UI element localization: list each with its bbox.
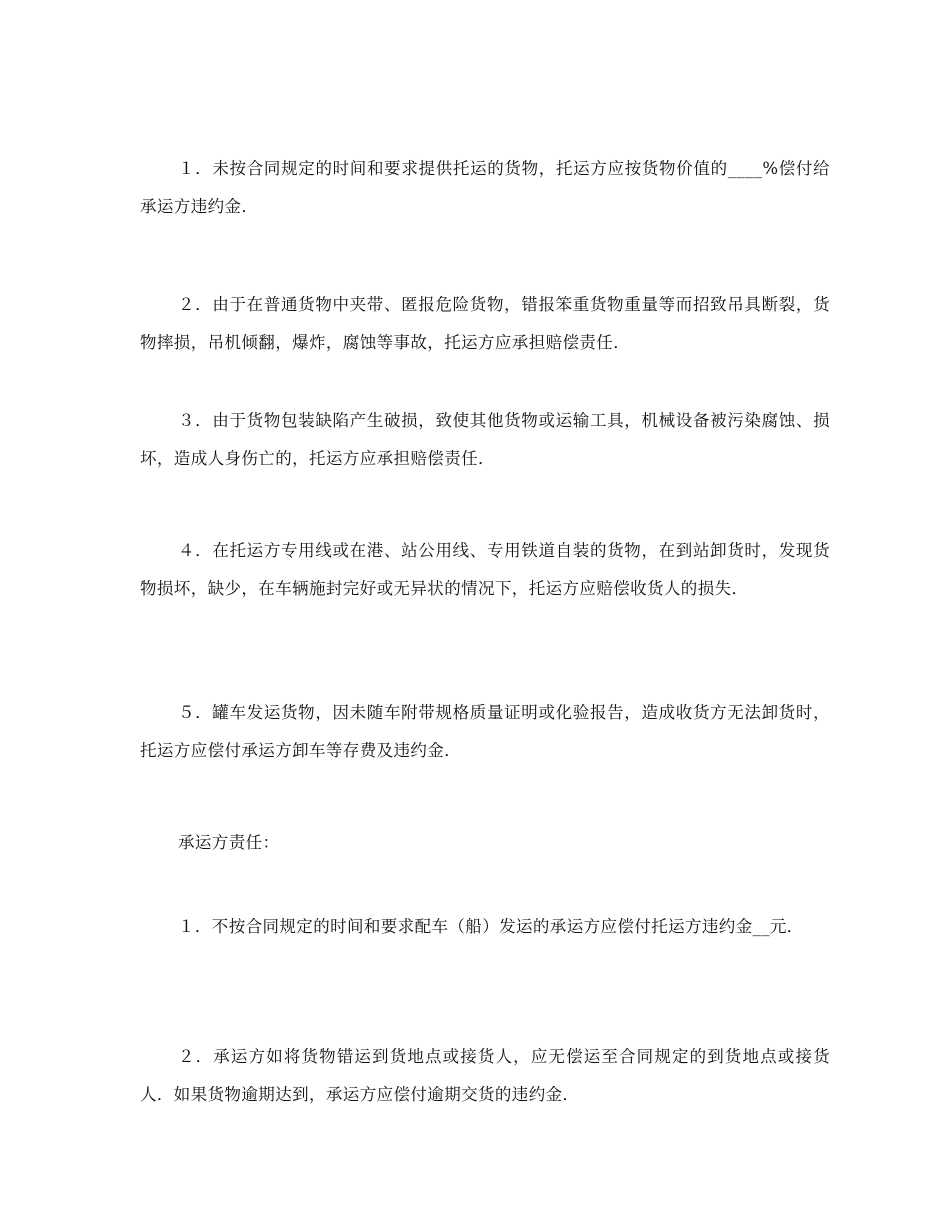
shipper-item-3: ３．由于货物包装缺陷产生破损，致使其他货物或运输工具，机械设备被污染腐蚀、损坏，造成人身伤亡的，托运方应承担赔偿责任．	[140, 411, 830, 468]
carrier-item-2: ２．承运方如将货物错运到货地点或接货人，应无偿运至合同规定的到货地点或接货人．如果货物逾期达到，承运方应偿付逾期交货的违约金．	[140, 1047, 830, 1104]
shipper-item-4: ４．在托运方专用线或在港、站公用线、专用铁道自装的货物，在到站卸货时，发现货物损坏，缺少，在车辆施封完好或无异状的情况下，托运方应赔偿收货人的损失．	[140, 541, 830, 598]
shipper-item-1: １．未按合同规定的时间和要求提供托运的货物，托运方应按货物价值的____%偿付给承运方违约金．	[140, 159, 830, 216]
carrier-responsibility-heading: 承运方责任：	[178, 833, 280, 852]
shipper-item-5: ５．罐车发运货物，因未随车附带规格质量证明或化验报告，造成收货方无法卸货时，托运方应偿付承运方卸车等存费及违约金．	[140, 703, 830, 760]
shipper-item-2: ２．由于在普通货物中夹带、匿报危险货物，错报笨重货物重量等而招致吊具断裂，货物摔损，吊机倾翻，爆炸，腐蚀等事故，托运方应承担赔偿责任．	[140, 295, 830, 352]
carrier-item-1: １．不按合同规定的时间和要求配车（船）发运的承运方应偿付托运方违约金__元．	[178, 917, 804, 936]
